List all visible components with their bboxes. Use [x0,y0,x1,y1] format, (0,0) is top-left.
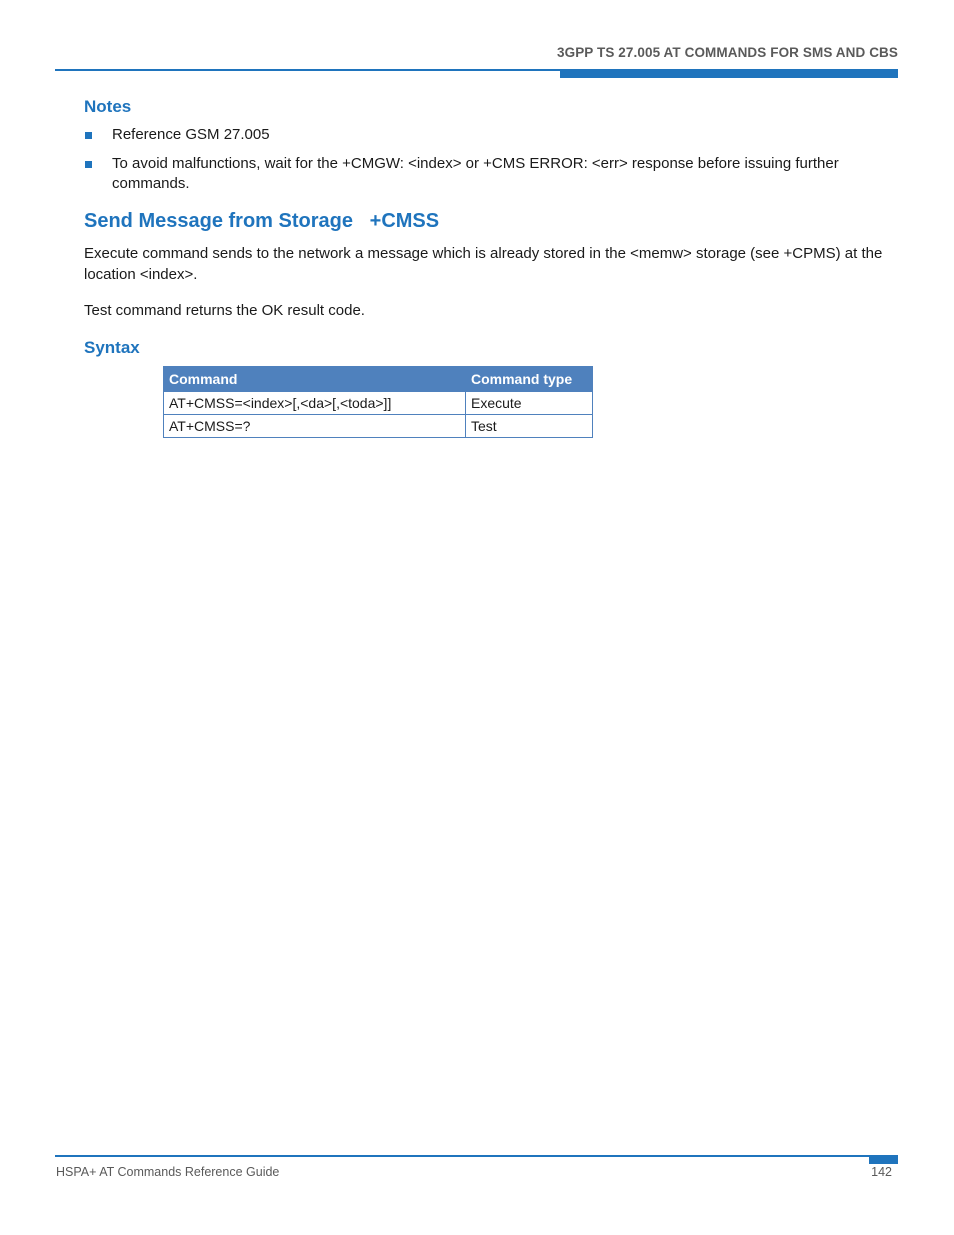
command-type-cell: Test [466,415,593,438]
square-bullet-icon [85,132,92,139]
list-item [84,154,884,195]
command-cell: AT+CMSS=? [164,415,466,438]
test-description: Test command returns the OK result code. [84,302,365,319]
notes-heading: Notes [84,97,132,116]
section-title: Send Message from Storage +CMSS [84,210,440,232]
footer-doc-title: HSPA+ AT Commands Reference Guide [56,1165,280,1179]
notes-list [84,125,884,203]
column-header-command-type: Command type [466,367,593,392]
page-number: 142 [871,1165,892,1179]
note-text: To avoid malfunctions, wait for the +CMGW: <index> or +CMS ERROR: <err> response before issuing further commands. [112,154,839,192]
syntax-table [163,366,593,438]
header-accent-bar [560,71,898,78]
command-type-cell: Execute [466,392,593,415]
list-item [84,125,884,146]
footer-accent-bar [869,1155,898,1164]
execute-description: Execute command sends to the network a message which is already stored in the <memw> storage (see +CPMS) at the location <index>. [84,245,883,283]
table-header-row [164,367,593,392]
command-cell: AT+CMSS=<index>[,<da>[,<toda>]] [164,392,466,415]
table-row [164,392,593,415]
column-header-command: Command [164,367,466,392]
footer-rule [55,1155,898,1157]
square-bullet-icon [85,161,92,168]
running-header: 3GPP TS 27.005 AT COMMANDS FOR SMS AND CBS [556,45,898,60]
table-row [164,415,593,438]
syntax-heading: Syntax [84,338,140,357]
note-text: Reference GSM 27.005 [112,126,270,143]
